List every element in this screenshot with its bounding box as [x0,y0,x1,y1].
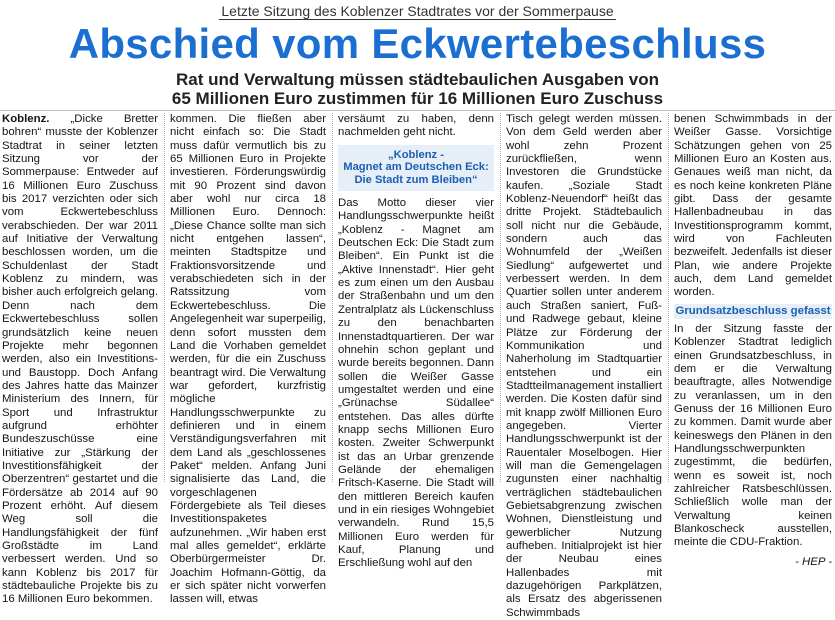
author-signature: - HEP - [795,555,832,568]
subheadline-line-2: 65 Millionen Euro zustimmen für 16 Millionen Euro Zuschuss [171,89,664,108]
kicker-line [0,3,835,19]
column-divider [332,113,333,482]
column-1-text: „Dicke Bretter bohren“ musste der Koblenzer Stadtrat in seiner letzten Sitzung vor der Sommerpause: Entweder auf 16 Millionen Euro Zuschuss bis 2017 verzichten oder sich vom Eckwertebeschluss verabschieden. Der war 2011 auf Initiative der Verwaltung beschlossen worden, um die Schuldenlast der Stadt Koblenz zu mindern, was bisher auch erfolgreich gelang. Denn nach dem Eckwertebeschluss sollen grundsätzlich keine neuen Projekte mehr begonnen werden, also ein Investitions- und Baustopp. Doch Anfang des Jahres hatte das Mainzer Ministerium des Innern, für Sport und Infrastruktur aufgrund erhöhter Bundeszuschüsse eine Initiative zur „Stärkung der Investitionsfähigkeit der Oberzentren“ gestartet und die Fördersätze ab 2014 auf 90 Prozent erhöht. Auf diesem Weg soll die Handlungsfähigkeit der fünf Großstädte im Land verbessert werden. Und so kann Koblenz bis 2017 für städtebauliche Projekte bis zu 16 Millionen Euro bekommen. [2,113,159,606]
column-2-text: kommen. Die fließen aber nicht einfach so: Die Stadt muss dafür vermutlich bis zu 65 Millionen Euro in Projekte investieren. Förderungswürdig mit 90 Prozent sind davon aber wohl nur circa 18 Millionen Euro. Dennoch: „Diese Chance sollte man sich nicht entgehen lassen“, meinten Stadtspitze und Fraktionsvorsitzende und verabschiedeten sich in der Ratssitzung vom Eckwertebeschluss. Die Angelegenheit war superpeilig, denn sofort mussten dem Land die Vorhaben gemeldet werden, für die ein Zuschuss beantragt wird. Die Verwaltung war gefordert, kurzfristig mögliche Handlungsschwerpunkte zu definieren und in einem Verständigungsverfahren mit dem Land als „geschlossenes Paket“ melden. Anfang Juni signalisierte das Land, die vorgeschlagenen Fördergebiete als Teil dieses Investitionspaketes aufzunehmen. „Wir haben erst mal alles gemeldet“, erklärte Oberbürgermeister Dr. Joachim Hofmann-Göttig, da er sich später nicht vorwerfen lassen will, etwas [170,113,326,606]
article-column-2 [170,113,326,606]
column-divider [500,113,501,482]
dateline: Koblenz. [2,113,50,125]
subheading: Grundsatzbeschluss gefasst [675,304,831,317]
column-3-text-b: Das Motto dieser vier Handlungsschwerpunkte heißt „Koblenz - Magnet am Deutschen Eck: Die Stadt zum Bleiben“. Ein Punkt ist die „Aktive Innenstadt“. Hier geht es zum einen um den Ausbau der Straßenbahn und um den Zentralplatz als Lückenschluss zu den benachbarten Innenstadtquartieren. Der war ohnehin schon geplant und wurde bereits begonnen. Dann sollen die Weißer Gasse umgestaltet werden und eine „Grünachse Südallee“ entstehen. Das alles dürfte knapp sechs Millionen Euro kosten. Zweiter Schwerpunkt ist das an Urbar grenzende Gelände der ehemaligen Fritsch-Kaserne. Die Stadt will den mittleren Bereich kaufen und in ein riesiges Wohngebiet verwandeln. Rund 15,5 Millionen Euro werden für Kauf, Planung und Erschließung wohl auf den [338,197,494,570]
kicker-text: Letzte Sitzung des Koblenzer Stadtrates vor der Sommerpause [221,3,614,19]
column-5-text-b: In der Sitzung fasste der Koblenzer Stadtrat lediglich einen Grundsatzbeschluss, in dem er die Verwaltung beauftragte, alles Notwendige zu veranlassen, um in den Genuss der 16 Millionen Euro zu kommen. Damit wurde aber keineswegs den Plänen in den Handlungsschwerpunkten zugestimmt, die bedürfen, wenn es soweit ist, noch zahlreicher Ratsbeschlüssen. Schließlich wolle man der Verwaltung keinen Blankoscheck ausstellen, meinte die CDU-Fraktion. [674,322,832,549]
column-divider [164,113,165,482]
column-divider [668,113,669,482]
article-column-3 [338,113,494,570]
column-4-text: Tisch gelegt werden müssen. Von dem Geld werden aber wohl zehn Prozent zurückfließen, wenn Investoren die Grundstücke kaufen. „Soziale Stadt Koblenz-Neuendorf“ heißt das dritte Projekt. Städtebaulich soll nicht nur die Gebäude, sondern auch das Wohnumfeld der „Weißen Siedlung“ aufgewertet und verbessert werden. In dem Quartier sollen unter anderem auch Straßen saniert, Fuß- und Radwege gebaut, kleine Plätze zur Förderung der Kommunikation und Naherholung im Stadtquartier entstehen und ein Stadtteilmanagement installiert werden. Die Kosten dafür sind mit knapp zwölf Millionen Euro angegeben. Vierter Handlungsschwerpunkt ist der Rauentaler Moselbogen. Hier will man die Gemengelagen zugunsten einer nachhaltig verträglichen städtebaulichen Gebietsabgrenzung zwischen Wohnen, Dienstleistung und gewerblicher Nutzung aufheben. Initialprojekt ist hier der Neubau eines Hallenbades mit dazugehörigen Parkplätzen, als Ersatz des abgerissenen Schwimmbads [506,113,662,619]
headline: Abschied vom Eckwertebeschluss [68,20,767,67]
info-box-line-1: „Koblenz - [388,148,444,161]
column-3-text-a: versäumt zu haben, denn nachmelden geht nicht. [338,113,494,139]
article-column-5 [674,113,832,568]
article-column-1 [2,113,159,606]
article-body [2,113,833,619]
info-box [338,145,494,191]
info-box-line-3: Die Stadt zum Bleiben“ [354,174,478,187]
info-box-line-2: Magnet am Deutschen Eck: [343,161,489,174]
column-1-paragraph [2,113,158,607]
column-5-text-a: benen Schwimmbads in der Weißer Gasse. Vorsichtige Schätzungen gehen von 25 Millionen Euro an Kosten aus. Genaues weiß man nicht, da es noch keine konkreten Pläne gibt. Dass der gesamte Hallenbadneubau in das Investitionsprogramm kommt, wird von Fachleuten bezweifelt. Jedenfalls ist dieser Plan, wie andere Projekte auch, dem Land gemeldet worden. [674,113,832,299]
header-divider [0,110,835,111]
article-column-4 [506,113,662,619]
subheadline [0,70,835,108]
subheadline-line-1: Rat und Verwaltung müssen städtebaulichen Ausgaben von [175,70,659,89]
